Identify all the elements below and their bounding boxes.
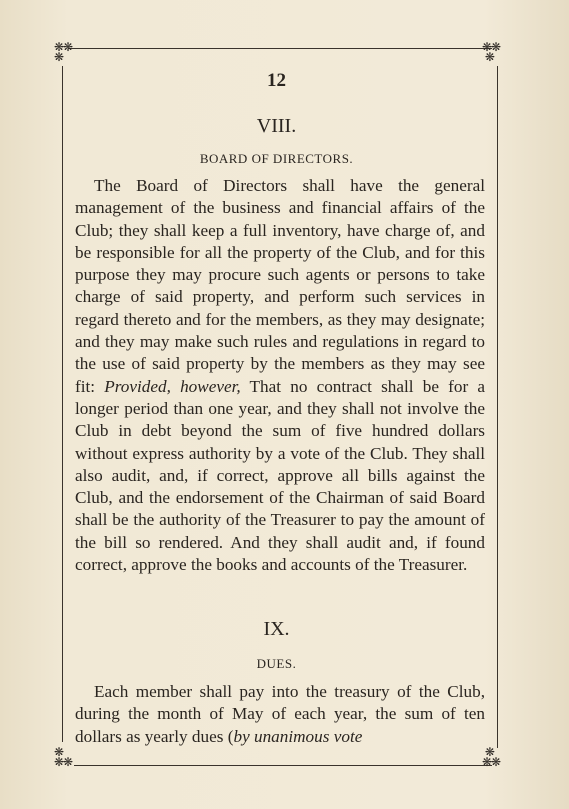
section-body-dues bbox=[75, 681, 485, 748]
corner-ornament-bottom-right-icon: ❋ ❋❋ bbox=[482, 745, 501, 769]
body-text: That no contract shall be for a longer period than one year, and they shall not involve the Club in debt beyond the sum of five hundred dollars without express authority by a vote of the Club. They shall also audit, and, if correct, approve all bills against the Club, and the endorsement of the Chairman of said Board shall be the authority of the Treasurer to pay the amount of the bill so rendered. And they shall audit and, if found correct, approve the books and accounts of the Treasurer. bbox=[75, 376, 485, 575]
body-text: The Board of Directors shall have the general management of the business and financial affairs of the Club; they shall keep a full inventory, have charge of, and be responsible for all the property of the Club, and for this purpose they may procure such agents or persons to take charge of said property, and perform such services in regard thereto and for the members, as they may designate; and they may make such rules and regulations in regard to the use of said property by the members as they may see fit: bbox=[75, 176, 485, 396]
page-number: 12 bbox=[267, 70, 286, 91]
corner-ornament-top-right-icon: ❋❋ ❋ bbox=[482, 40, 501, 64]
border-right bbox=[497, 66, 498, 748]
border-top bbox=[68, 48, 492, 49]
body-text-emphasis: Provided, however, bbox=[104, 376, 241, 396]
section-heading-dues: DUES. bbox=[256, 656, 297, 671]
corner-ornament-top-left-icon: ❋❋ ❋ bbox=[54, 40, 73, 64]
section-numeral-viii: VIII. bbox=[256, 115, 297, 137]
body-text: Each member shall pay into the treasury of the Club, during the month of May of each year, the sum of ten dollars as yearly dues ( bbox=[75, 682, 485, 746]
section-body-board-of-directors bbox=[75, 175, 485, 576]
body-text-emphasis: by unanimous vote bbox=[233, 726, 363, 746]
section-numeral-ix: IX. bbox=[263, 618, 290, 640]
border-bottom bbox=[74, 765, 492, 766]
section-heading-board-of-directors: BOARD OF DIRECTORS. bbox=[199, 151, 354, 166]
corner-ornament-bottom-left-icon: ❋ ❋❋ bbox=[54, 745, 73, 769]
